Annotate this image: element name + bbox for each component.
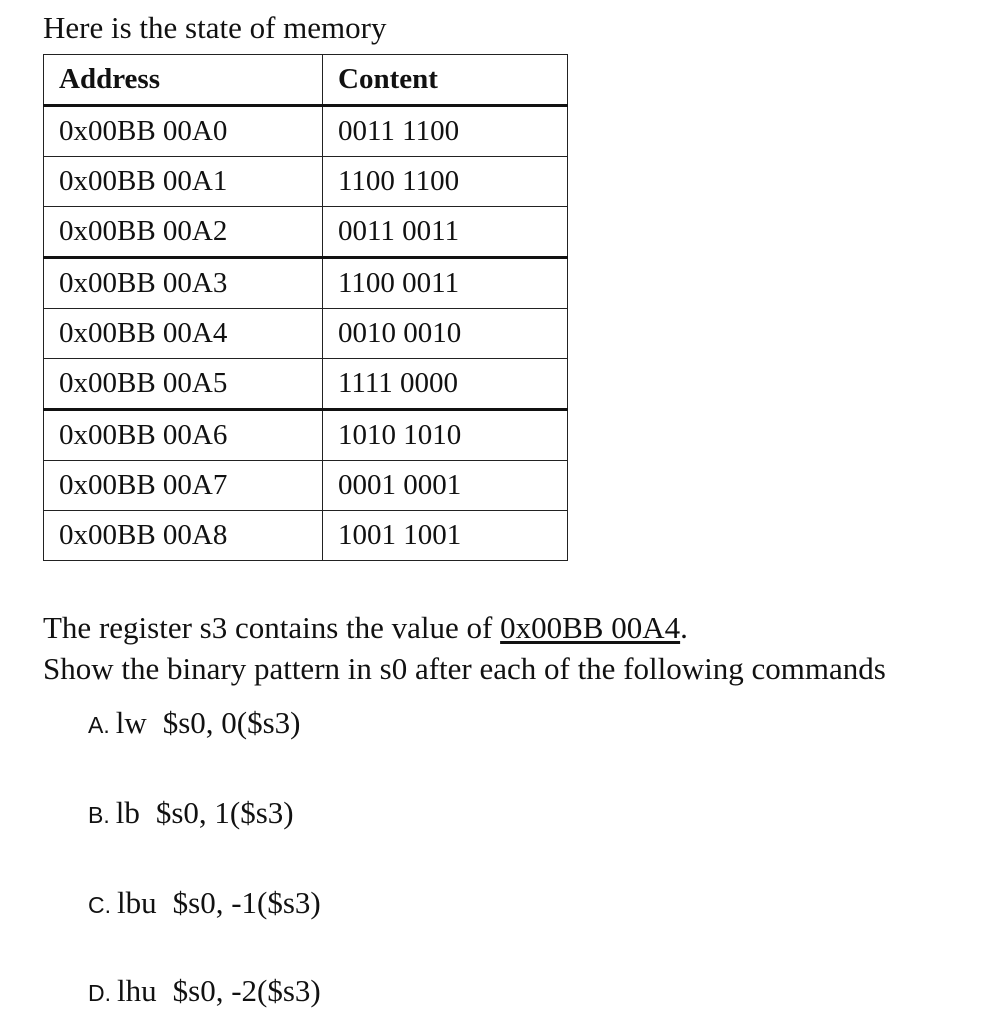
table-row xyxy=(44,410,568,461)
address-cell: 0x00BB 00A0 xyxy=(44,106,323,157)
content-cell: 1100 1100 xyxy=(323,157,568,207)
address-cell: 0x00BB 00A5 xyxy=(44,359,323,410)
question-op: lb xyxy=(115,795,140,830)
question-op: lbu xyxy=(117,885,157,920)
table-row xyxy=(44,461,568,511)
intro-text: Here is the state of memory xyxy=(43,10,387,45)
content-header: Content xyxy=(323,55,568,106)
question-label: D. xyxy=(88,980,111,1006)
memory-table xyxy=(43,54,568,561)
question-op: lw xyxy=(115,705,147,740)
address-cell: 0x00BB 00A6 xyxy=(44,410,323,461)
content-cell: 0011 0011 xyxy=(323,207,568,258)
table-row xyxy=(44,157,568,207)
register-value: 0x00BB 00A4 xyxy=(500,610,681,645)
question-args: $s0, -2($s3) xyxy=(172,973,321,1008)
table-row xyxy=(44,258,568,309)
content-cell: 1001 1001 xyxy=(323,511,568,561)
register-line-prefix: The register s3 contains the value of xyxy=(43,610,501,645)
content-cell: 1010 1010 xyxy=(323,410,568,461)
table-row xyxy=(44,511,568,561)
instruction-line: Show the binary pattern in s0 after each of the following commands xyxy=(43,651,886,686)
address-cell: 0x00BB 00A1 xyxy=(44,157,323,207)
question-label: A. xyxy=(88,712,110,738)
question-op: lhu xyxy=(117,973,157,1008)
table-row xyxy=(44,359,568,410)
address-cell: 0x00BB 00A4 xyxy=(44,309,323,359)
register-line xyxy=(43,607,886,648)
content-cell: 1111 0000 xyxy=(323,359,568,410)
question-args: $s0, 1($s3) xyxy=(155,795,294,830)
question-b xyxy=(88,793,294,835)
table-header-row xyxy=(44,55,568,106)
question-c xyxy=(88,883,321,925)
problem-text xyxy=(43,607,886,689)
table-row xyxy=(44,207,568,258)
content-cell: 0011 1100 xyxy=(323,106,568,157)
content-cell: 0001 0001 xyxy=(323,461,568,511)
question-label: B. xyxy=(88,802,110,828)
question-args: $s0, 0($s3) xyxy=(162,705,301,740)
address-cell: 0x00BB 00A7 xyxy=(44,461,323,511)
address-cell: 0x00BB 00A2 xyxy=(44,207,323,258)
content-cell: 1100 0011 xyxy=(323,258,568,309)
table-row xyxy=(44,309,568,359)
question-label: C. xyxy=(88,892,111,918)
question-args: $s0, -1($s3) xyxy=(172,885,321,920)
question-d xyxy=(88,971,321,1013)
address-header: Address xyxy=(44,55,323,106)
question-a xyxy=(88,703,301,745)
content-cell: 0010 0010 xyxy=(323,309,568,359)
register-line-suffix: . xyxy=(680,610,688,645)
table-row xyxy=(44,106,568,157)
address-cell: 0x00BB 00A8 xyxy=(44,511,323,561)
address-cell: 0x00BB 00A3 xyxy=(44,258,323,309)
